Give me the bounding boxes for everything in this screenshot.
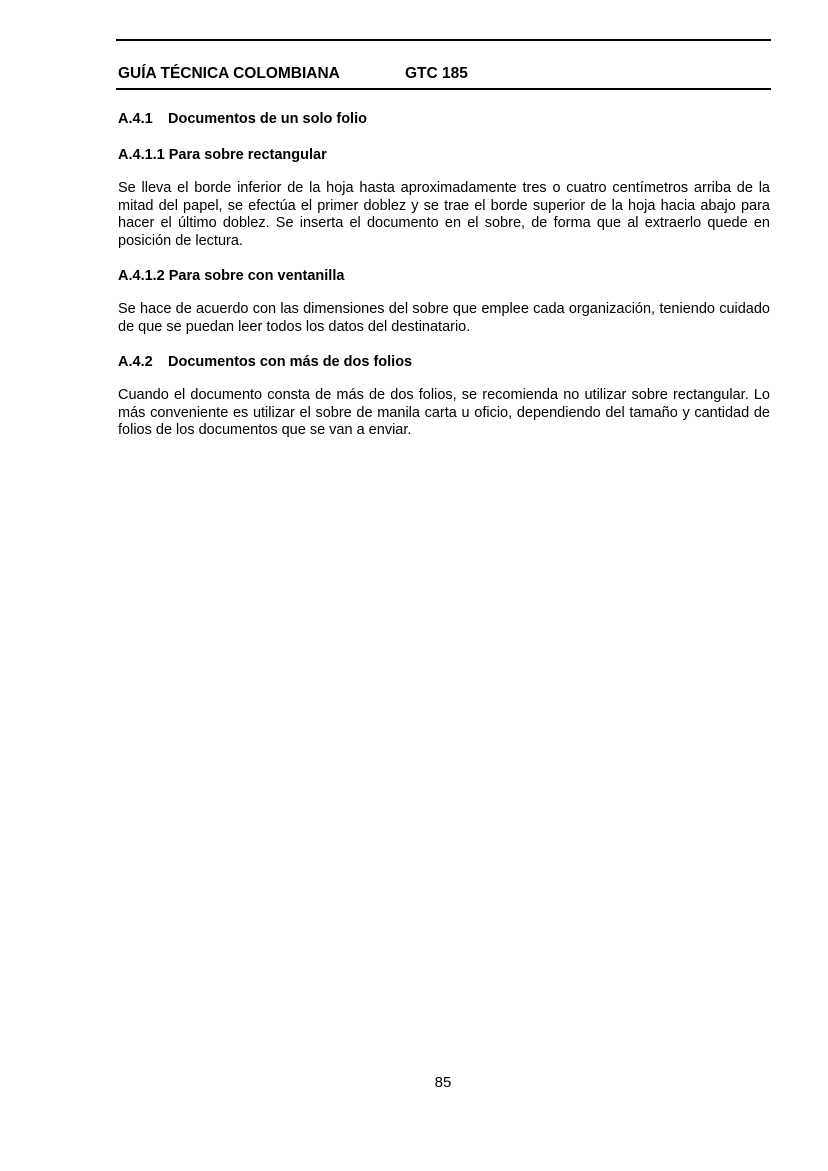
section-heading-a-4-1-1 bbox=[118, 146, 770, 164]
section-paragraph-a-4-1-1: Se lleva el borde inferior de la hoja hasta aproximadamente tres o cuatro centímetros arriba de la mitad del papel, se efectúa el primer doblez y se trae el borde superior de la hoja hacia abajo para hacer el último doblez. Se inserta el documento en el sobre, de forma que al extraerlo quede en posición de lectura. bbox=[118, 180, 770, 249]
section-title: Documentos con más de dos folios bbox=[168, 354, 413, 370]
section-paragraph-a-4-1-2: Se hace de acuerdo con las dimensiones del sobre que emplee cada organización, teniendo cuidado de que se puedan leer todos los datos del destinatario. bbox=[118, 301, 770, 335]
section-paragraph-a-4-2: Cuando el documento consta de más de dos folios, se recomienda no utilizar sobre rectangular. Lo más conveniente es utilizar el sobre de manila carta u oficio, dependiendo del tamaño y cantidad de folios de los documentos que se van a enviar. bbox=[118, 387, 770, 438]
section-heading-a-4-2 bbox=[118, 353, 770, 371]
section-number: A.4.1.2 bbox=[118, 268, 165, 284]
section-title: Para sobre rectangular bbox=[168, 147, 327, 163]
section-number: A.4.1 bbox=[118, 111, 153, 127]
section-number: A.4.1.1 bbox=[118, 147, 165, 163]
section-heading-a-4-1 bbox=[118, 110, 770, 128]
header-document-code: GTC 185 bbox=[405, 65, 468, 82]
section-number: A.4.2 bbox=[118, 354, 153, 370]
header-bottom-rule bbox=[116, 88, 771, 90]
header-title: GUÍA TÉCNICA COLOMBIANA bbox=[118, 65, 340, 82]
page-content bbox=[118, 110, 770, 440]
header-top-rule bbox=[116, 39, 771, 41]
section-title: Para sobre con ventanilla bbox=[168, 268, 345, 284]
page-number: 85 bbox=[434, 1074, 452, 1091]
section-heading-a-4-1-2 bbox=[118, 267, 770, 285]
running-header bbox=[118, 64, 468, 84]
section-title: Documentos de un solo folio bbox=[168, 111, 367, 127]
